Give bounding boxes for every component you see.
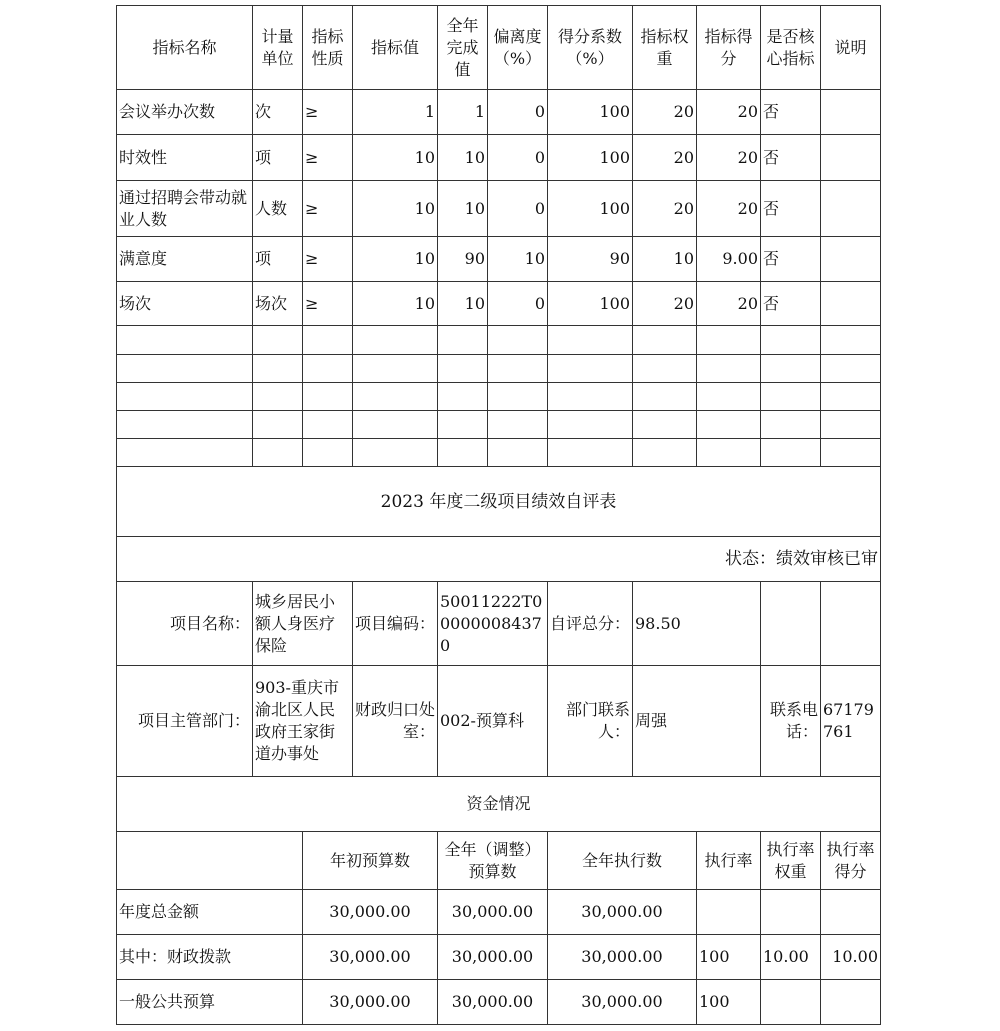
indicator-weight: 20 bbox=[633, 135, 697, 181]
funds-rate: 100 bbox=[697, 980, 761, 1025]
indicator-note bbox=[821, 90, 881, 135]
funds-rate-score bbox=[821, 890, 881, 935]
finance-value: 002-预算科 bbox=[438, 666, 548, 777]
indicator-weight: 20 bbox=[633, 282, 697, 326]
header-note: 说明 bbox=[821, 6, 881, 90]
funds-header-executed: 全年执行数 bbox=[548, 832, 697, 890]
indicator-unit: 人数 bbox=[253, 181, 303, 237]
funds-header-row bbox=[117, 832, 881, 890]
funds-adjusted: 30,000.00 bbox=[438, 935, 548, 980]
funds-adjusted: 30,000.00 bbox=[438, 890, 548, 935]
indicator-target: 10 bbox=[353, 282, 438, 326]
dept-value: 903-重庆市渝北区人民政府王家街道办事处 bbox=[253, 666, 353, 777]
contact-value: 周强 bbox=[633, 666, 761, 777]
empty-row bbox=[117, 326, 881, 355]
self-score-value: 98.50 bbox=[633, 582, 761, 666]
funds-row-label: 一般公共预算 bbox=[117, 980, 303, 1025]
header-coef: 得分系数（%） bbox=[548, 6, 633, 90]
funds-rate-weight bbox=[761, 890, 821, 935]
indicator-unit: 场次 bbox=[253, 282, 303, 326]
indicator-weight: 10 bbox=[633, 237, 697, 282]
funds-header-initial: 年初预算数 bbox=[303, 832, 438, 890]
indicator-deviation: 0 bbox=[488, 181, 548, 237]
header-weight: 指标权重 bbox=[633, 6, 697, 90]
performance-form-table bbox=[116, 5, 881, 1025]
funds-initial: 30,000.00 bbox=[303, 980, 438, 1025]
funds-rate-weight: 10.00 bbox=[761, 935, 821, 980]
table-row bbox=[117, 135, 881, 181]
funds-section-title: 资金情况 bbox=[117, 777, 881, 832]
indicator-name: 时效性 bbox=[117, 135, 253, 181]
indicator-unit: 项 bbox=[253, 135, 303, 181]
indicator-coef: 100 bbox=[548, 135, 633, 181]
indicator-deviation: 0 bbox=[488, 135, 548, 181]
indicator-score: 20 bbox=[697, 135, 761, 181]
indicator-name: 会议举办次数 bbox=[117, 90, 253, 135]
indicator-nature: ≥ bbox=[303, 282, 353, 326]
funds-executed: 30,000.00 bbox=[548, 890, 697, 935]
header-core: 是否核心指标 bbox=[761, 6, 821, 90]
table-row bbox=[117, 890, 881, 935]
indicator-note bbox=[821, 282, 881, 326]
status-text: 状态：绩效审核已审 bbox=[117, 537, 881, 582]
funds-adjusted: 30,000.00 bbox=[438, 980, 548, 1025]
indicator-weight: 20 bbox=[633, 181, 697, 237]
dept-label: 项目主管部门： bbox=[117, 666, 253, 777]
indicator-unit: 次 bbox=[253, 90, 303, 135]
header-nature: 指标性质 bbox=[303, 6, 353, 90]
funds-header-rate: 执行率 bbox=[697, 832, 761, 890]
indicator-target: 1 bbox=[353, 90, 438, 135]
self-score-label: 自评总分： bbox=[548, 582, 633, 666]
indicator-actual: 1 bbox=[438, 90, 488, 135]
indicator-note bbox=[821, 181, 881, 237]
indicator-name: 满意度 bbox=[117, 237, 253, 282]
table-row bbox=[117, 282, 881, 326]
indicator-coef: 100 bbox=[548, 181, 633, 237]
indicator-note bbox=[821, 237, 881, 282]
project-code-label: 项目编码： bbox=[353, 582, 438, 666]
indicator-score: 20 bbox=[697, 90, 761, 135]
indicator-deviation: 0 bbox=[488, 282, 548, 326]
indicator-score: 20 bbox=[697, 282, 761, 326]
contact-label: 部门联系人： bbox=[548, 666, 633, 777]
funds-header-adjusted: 全年（调整）预算数 bbox=[438, 832, 548, 890]
indicator-note bbox=[821, 135, 881, 181]
funds-rate bbox=[697, 890, 761, 935]
table-row bbox=[117, 90, 881, 135]
header-deviation: 偏离度（%） bbox=[488, 6, 548, 90]
table-row bbox=[117, 181, 881, 237]
empty-row bbox=[117, 383, 881, 411]
indicator-header-row bbox=[117, 6, 881, 90]
funds-rate-weight bbox=[761, 980, 821, 1025]
indicator-core: 否 bbox=[761, 90, 821, 135]
indicator-actual: 10 bbox=[438, 282, 488, 326]
indicator-core: 否 bbox=[761, 282, 821, 326]
indicator-core: 否 bbox=[761, 237, 821, 282]
funds-row-label: 年度总金额 bbox=[117, 890, 303, 935]
indicator-core: 否 bbox=[761, 181, 821, 237]
funds-header-rate-weight: 执行率权重 bbox=[761, 832, 821, 890]
indicator-score: 20 bbox=[697, 181, 761, 237]
indicator-deviation: 0 bbox=[488, 90, 548, 135]
indicator-nature: ≥ bbox=[303, 181, 353, 237]
project-name-value: 城乡居民小额人身医疗保险 bbox=[253, 582, 353, 666]
phone-label: 联系电话： bbox=[761, 666, 821, 777]
funds-header-rate-score: 执行率得分 bbox=[821, 832, 881, 890]
indicator-nature: ≥ bbox=[303, 135, 353, 181]
funds-section-row bbox=[117, 777, 881, 832]
phone-value: 67179761 bbox=[821, 666, 881, 777]
indicator-nature: ≥ bbox=[303, 90, 353, 135]
indicator-target: 10 bbox=[353, 237, 438, 282]
table-row bbox=[117, 237, 881, 282]
empty-cell bbox=[821, 582, 881, 666]
funds-rate: 100 bbox=[697, 935, 761, 980]
project-name-label: 项目名称： bbox=[117, 582, 253, 666]
form-title: 2023 年度二级项目绩效自评表 bbox=[117, 467, 881, 537]
indicator-unit: 项 bbox=[253, 237, 303, 282]
indicator-name: 场次 bbox=[117, 282, 253, 326]
project-dept-row bbox=[117, 666, 881, 777]
indicator-weight: 20 bbox=[633, 90, 697, 135]
indicator-target: 10 bbox=[353, 181, 438, 237]
indicator-coef: 100 bbox=[548, 90, 633, 135]
indicator-core: 否 bbox=[761, 135, 821, 181]
indicator-actual: 10 bbox=[438, 181, 488, 237]
funds-executed: 30,000.00 bbox=[548, 935, 697, 980]
table-row bbox=[117, 935, 881, 980]
status-row bbox=[117, 537, 881, 582]
indicator-nature: ≥ bbox=[303, 237, 353, 282]
funds-rate-score bbox=[821, 980, 881, 1025]
empty-cell bbox=[761, 582, 821, 666]
funds-row-label: 其中：财政拨款 bbox=[117, 935, 303, 980]
empty-row bbox=[117, 411, 881, 439]
table-row bbox=[117, 980, 881, 1025]
empty-row bbox=[117, 439, 881, 467]
empty-row bbox=[117, 355, 881, 383]
funds-executed: 30,000.00 bbox=[548, 980, 697, 1025]
indicator-deviation: 10 bbox=[488, 237, 548, 282]
indicator-coef: 100 bbox=[548, 282, 633, 326]
project-code-value: 50011222T000000084370 bbox=[438, 582, 548, 666]
indicator-target: 10 bbox=[353, 135, 438, 181]
indicator-name: 通过招聘会带动就业人数 bbox=[117, 181, 253, 237]
indicator-actual: 90 bbox=[438, 237, 488, 282]
funds-rate-score: 10.00 bbox=[821, 935, 881, 980]
empty-cell bbox=[117, 832, 303, 890]
funds-initial: 30,000.00 bbox=[303, 890, 438, 935]
funds-initial: 30,000.00 bbox=[303, 935, 438, 980]
indicator-score: 9.00 bbox=[697, 237, 761, 282]
header-score: 指标得分 bbox=[697, 6, 761, 90]
finance-label: 财政归口处室： bbox=[353, 666, 438, 777]
indicator-coef: 90 bbox=[548, 237, 633, 282]
header-unit: 计量单位 bbox=[253, 6, 303, 90]
project-info-row bbox=[117, 582, 881, 666]
header-target: 指标值 bbox=[353, 6, 438, 90]
header-name: 指标名称 bbox=[117, 6, 253, 90]
form-title-row bbox=[117, 467, 881, 537]
indicator-actual: 10 bbox=[438, 135, 488, 181]
header-actual: 全年完成值 bbox=[438, 6, 488, 90]
